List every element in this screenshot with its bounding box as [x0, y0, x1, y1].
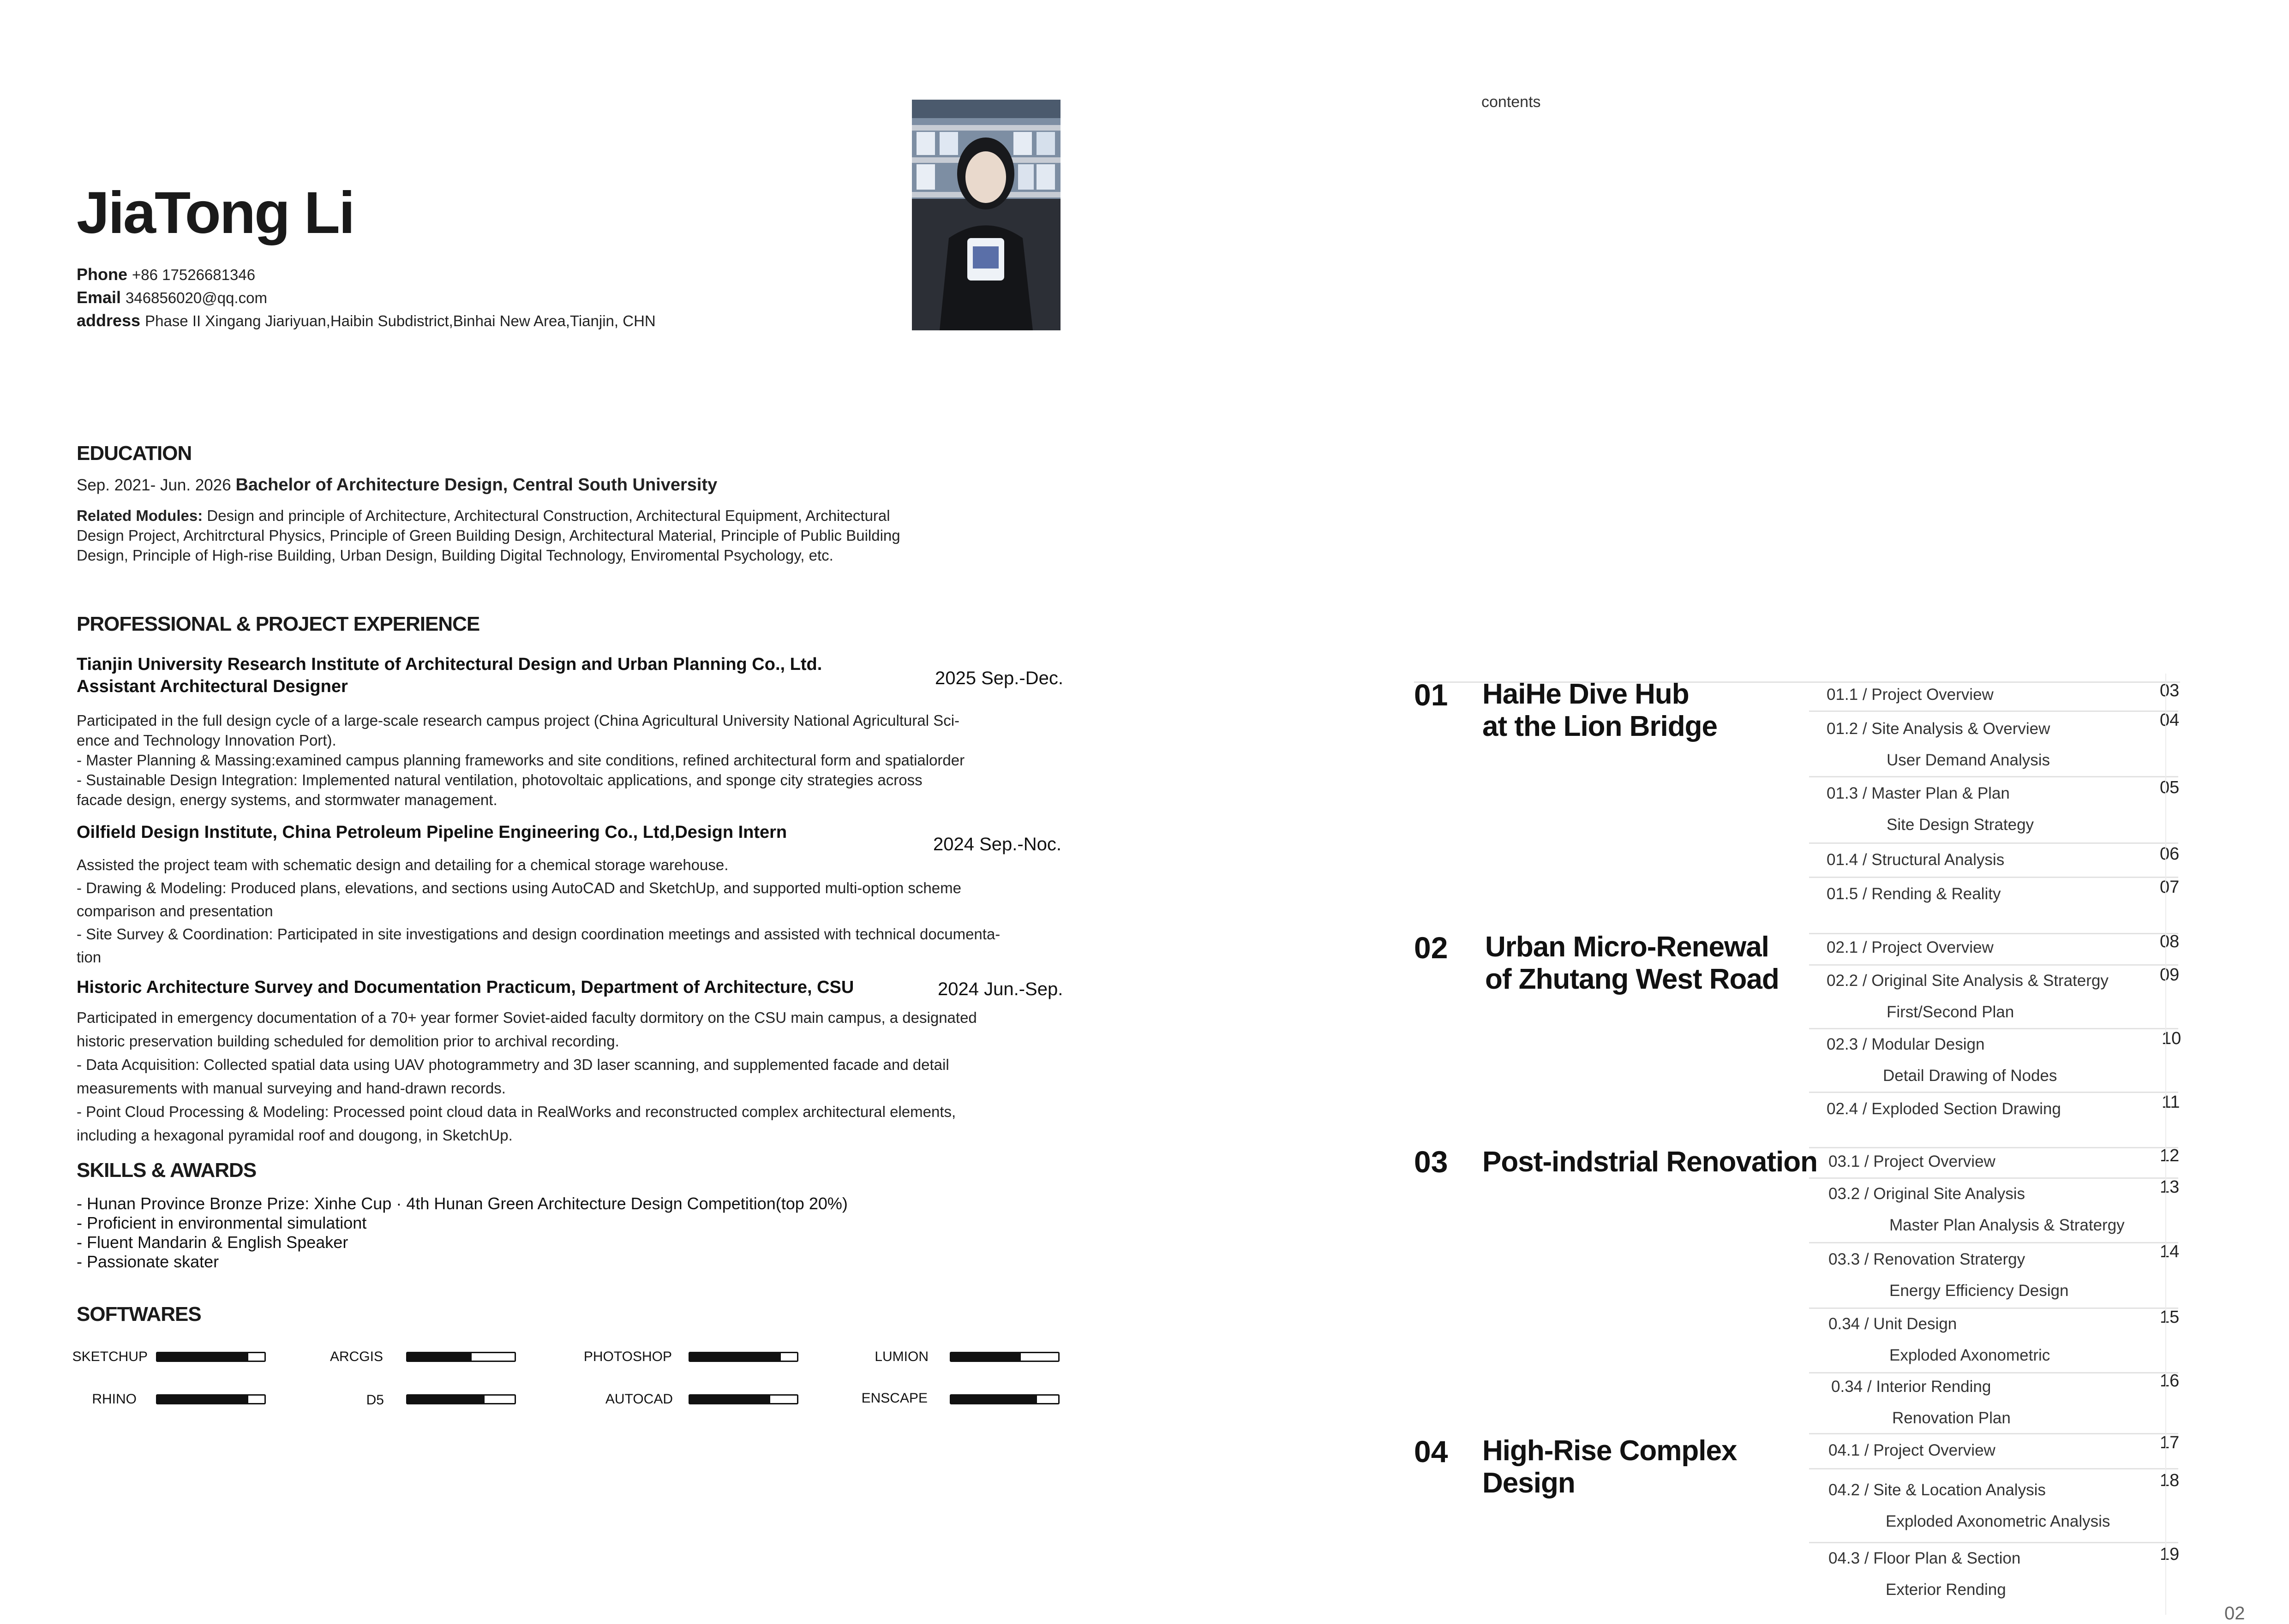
education-degree: Bachelor of Architecture Design, Central South University [235, 475, 718, 495]
software-level-fill [690, 1396, 770, 1403]
toc-entry: 0.34 / Unit Design [1828, 1315, 1957, 1333]
experience-1-line: Participated in the full design cycle of a large-scale research campus project (China Agricultural University National Agricultural Sci- [77, 712, 960, 729]
project-title [1482, 678, 1717, 743]
software-level-fill [951, 1396, 1037, 1403]
toc-page: 04 [2160, 710, 2180, 730]
software-level-fill [157, 1353, 248, 1361]
project-title [1482, 1435, 1737, 1499]
toc-subentry: User Demand Analysis [1887, 751, 2050, 769]
software-level-bar [689, 1352, 798, 1362]
toc-entry: 03.2 / Original Site Analysis [1828, 1185, 2025, 1203]
software-level-bar [950, 1352, 1060, 1362]
toc-subentry: Renovation Plan [1892, 1409, 2011, 1427]
contact-email [77, 288, 267, 307]
contact-phone-label: Phone [77, 265, 128, 284]
toc-page: 15 [2160, 1308, 2180, 1327]
toc-subentry: Exploded Axonometric Analysis [1886, 1512, 2110, 1530]
toc-page: 18 [2160, 1471, 2180, 1490]
experience-3-line: Participated in emergency documentation of a 70+ year former Soviet-aided faculty dormitory on the CSU main campus, a designated [77, 1009, 977, 1026]
education-modules-text-1: Design and principle of Architecture, Architectural Construction, Architectural Equipment, Architectural [207, 507, 890, 524]
software-level-fill [951, 1353, 1021, 1361]
experience-3-line: measurements with manual surveying and hand-drawn records. [77, 1080, 506, 1097]
project-title-line: Design [1482, 1467, 1575, 1499]
experience-3-description [77, 1006, 977, 1147]
software-label: LUMION [875, 1349, 929, 1364]
education-modules-label: Related Modules: [77, 507, 203, 524]
portrait-illustration [912, 100, 1061, 330]
skill-item: - Passionate skater [77, 1252, 219, 1271]
software-level-fill [407, 1396, 485, 1403]
software-level-fill [157, 1396, 248, 1403]
experience-2-line: comparison and presentation [77, 902, 273, 919]
experience-3-title: Historic Architecture Survey and Documentation Practicum, Department of Architecture, CSU [77, 978, 854, 997]
education-modules-line-3: Design, Principle of High-rise Building, Urban Design, Building Digital Technology, Enviromental Psychology, etc. [77, 547, 833, 564]
toc-page: 08 [2160, 932, 2180, 951]
experience-2-line: - Site Survey & Coordination: Participated in site investigations and design coordination meetings and assisted with technical documenta- [77, 925, 1001, 943]
contact-email-value: 346856020@qq.com [126, 289, 267, 306]
experience-2-line: Assisted the project team with schematic design and detailing for a chemical storage warehouse. [77, 856, 729, 873]
toc-page: 11 [2162, 1093, 2180, 1112]
toc-entry: 02.2 / Original Site Analysis & Stratergy [1827, 972, 2109, 990]
project-title-line: HaiHe Dive Hub [1482, 678, 1689, 710]
toc-page: 07 [2160, 878, 2180, 897]
experience-2-date: 2024 Sep.-Noc. [933, 834, 1061, 854]
contact-address-label: address [77, 311, 141, 330]
toc-page: 13 [2160, 1177, 2180, 1197]
toc-subentry: Detail Drawing of Nodes [1883, 1067, 2057, 1085]
divider [1809, 1147, 2178, 1148]
toc-entry: 01.2 / Site Analysis & Overview [1827, 720, 2050, 738]
divider [1809, 933, 2178, 934]
toc-page: 09 [2160, 965, 2180, 985]
divider [1809, 877, 2178, 878]
contact-phone-value: +86 17526681346 [132, 266, 256, 283]
divider [1809, 1092, 2178, 1093]
software-level-bar [689, 1394, 798, 1404]
toc-subentry: Energy Efficiency Design [1889, 1282, 2069, 1300]
project-number: 03 [1414, 1145, 1448, 1179]
experience-3-line: - Data Acquisition: Collected spatial data using UAV photogrammetry and 3D laser scanning, and supplemented facade and detail [77, 1056, 949, 1073]
experience-3-line: historic preservation building scheduled for demolition prior to archival recording. [77, 1033, 619, 1050]
software-label: AUTOCAD [605, 1391, 673, 1407]
toc-page: 17 [2160, 1433, 2180, 1452]
toc-entry: 04.3 / Floor Plan & Section [1828, 1549, 2021, 1567]
experience-2-title: Oilfield Design Institute, China Petroleum Pipeline Engineering Co., Ltd,Design Intern [77, 823, 787, 842]
divider [1809, 964, 2178, 966]
divider [1809, 710, 2178, 712]
divider [1809, 1372, 2178, 1373]
toc-entry: 03.3 / Renovation Stratergy [1828, 1250, 2025, 1268]
contact-address [77, 311, 656, 330]
experience-heading: PROFESSIONAL & PROJECT EXPERIENCE [77, 613, 480, 635]
experience-1-org: Tianjin University Research Institute of Architectural Design and Urban Planning Co., Ltd. [77, 655, 822, 674]
education-dates: Sep. 2021- Jun. 2026 [77, 476, 231, 494]
education-modules [77, 506, 900, 565]
divider [1809, 1177, 2178, 1179]
toc-subentry: Master Plan Analysis & Stratergy [1889, 1216, 2125, 1234]
software-label: RHINO [92, 1391, 137, 1407]
toc-subentry: Exploded Axonometric [1889, 1346, 2050, 1364]
project-number: 02 [1414, 931, 1448, 965]
software-level-bar [406, 1352, 516, 1362]
experience-2-description [77, 854, 1000, 969]
software-label: D5 [366, 1392, 384, 1408]
toc-page: 06 [2160, 844, 2180, 864]
software-label: PHOTOSHOP [583, 1349, 672, 1364]
project-title-line: Urban Micro-Renewal [1485, 931, 1769, 963]
toc-subentry: Exterior Rending [1886, 1581, 2006, 1599]
software-level-fill [690, 1353, 781, 1361]
experience-1-date: 2025 Sep.-Dec. [935, 668, 1063, 688]
divider [1809, 1242, 2178, 1243]
project-title-line: of Zhutang West Road [1485, 963, 1779, 995]
page-number: 02 [2224, 1603, 2245, 1624]
divider [1809, 1468, 2178, 1469]
toc-subentry: Site Design Strategy [1887, 816, 2034, 834]
software-label: ARCGIS [330, 1349, 383, 1364]
software-level-bar [156, 1352, 266, 1362]
divider [1809, 1433, 2178, 1434]
experience-1-description [77, 710, 965, 810]
toc-entry: 04.1 / Project Overview [1828, 1441, 1995, 1459]
experience-1-line: ence and Technology Innovation Port). [77, 732, 336, 749]
divider [1809, 1308, 2178, 1309]
software-label: SKETCHUP [72, 1349, 148, 1364]
experience-2-line: - Drawing & Modeling: Produced plans, elevations, and sections using AutoCAD and SketchUp, and supported multi-option scheme [77, 879, 961, 896]
skills-heading: SKILLS & AWARDS [77, 1159, 257, 1182]
software-level-bar [156, 1394, 266, 1404]
toc-entry: 01.5 / Rending & Reality [1827, 885, 2001, 903]
project-number: 04 [1414, 1434, 1448, 1469]
toc-entry: 0.34 / Interior Rending [1831, 1378, 1991, 1396]
skills-list [77, 1194, 848, 1272]
project-title-line: Post-indstrial Renovation [1482, 1146, 1817, 1178]
project-title-line: High-Rise Complex [1482, 1435, 1737, 1467]
divider [1809, 842, 2178, 844]
contents-label: contents [1481, 93, 1541, 111]
toc-entry: 02.4 / Exploded Section Drawing [1827, 1100, 2061, 1118]
skill-item: - Hunan Province Bronze Prize: Xinhe Cup · 4th Hunan Green Architecture Design Competition(top 20%) [77, 1194, 848, 1213]
toc-entry: 01.3 / Master Plan & Plan [1827, 784, 2010, 802]
skill-item: - Proficient in environmental simulationt [77, 1213, 367, 1232]
toc-subentry: First/Second Plan [1887, 1003, 2014, 1021]
experience-2-line: tion [77, 949, 102, 966]
software-level-bar [406, 1394, 516, 1404]
experience-3-line: including a hexagonal pyramidal roof and dougong, in SketchUp. [77, 1127, 513, 1144]
toc-entry: 02.3 / Modular Design [1827, 1035, 1985, 1053]
software-level-fill [407, 1353, 472, 1361]
experience-1-role: Assistant Architectural Designer [77, 677, 348, 696]
toc-page: 12 [2160, 1146, 2180, 1165]
project-number: 01 [1414, 678, 1448, 712]
toc-page: 03 [2160, 681, 2180, 700]
education-heading: EDUCATION [77, 442, 192, 465]
project-title [1485, 931, 1779, 996]
experience-3-line: - Point Cloud Processing & Modeling: Processed point cloud data in RealWorks and reconstructed complex architectural elements, [77, 1103, 956, 1120]
divider [1809, 1542, 2178, 1543]
education-modules-line-1 [77, 506, 900, 525]
experience-3-date: 2024 Jun.-Sep. [938, 979, 1063, 999]
software-label: ENSCAPE [861, 1391, 928, 1406]
education-modules-line-2: Design Project, Architrctural Physics, Principle of Green Building Design, Architectural Material, Principle of Public Building [77, 527, 900, 544]
resume-name: JiaTong Li [77, 180, 354, 246]
toc-page: 16 [2160, 1371, 2180, 1391]
skill-item: - Fluent Mandarin & English Speaker [77, 1233, 348, 1252]
project-title [1482, 1146, 1817, 1178]
divider [2165, 674, 2166, 1615]
divider [1809, 776, 2178, 777]
toc-page: 10 [2162, 1029, 2181, 1048]
experience-1-line: - Master Planning & Massing:examined campus planning frameworks and site conditions, refined architectural form and spatialorder [77, 752, 965, 769]
project-title-line: at the Lion Bridge [1482, 710, 1717, 742]
toc-entry: 01.4 / Structural Analysis [1827, 851, 2005, 869]
contact-email-label: Email [77, 288, 121, 307]
toc-page: 14 [2160, 1242, 2180, 1261]
contact-phone [77, 265, 255, 284]
toc-entry: 01.1 / Project Overview [1827, 686, 1994, 704]
education-degree-line [77, 475, 717, 495]
toc-entry: 03.1 / Project Overview [1828, 1152, 1995, 1170]
toc-entry: 04.2 / Site & Location Analysis [1828, 1481, 2046, 1499]
softwares-heading: SOFTWARES [77, 1303, 201, 1325]
experience-1-line: facade design, energy systems, and stormwater management. [77, 791, 497, 808]
experience-1-line: - Sustainable Design Integration: Implemented natural ventilation, photovoltaic applications, and sponge city strategies across [77, 771, 923, 788]
toc-page: 19 [2160, 1545, 2180, 1564]
software-level-bar [950, 1394, 1060, 1404]
portrait-photo [912, 100, 1061, 330]
divider [1809, 1028, 2178, 1029]
contact-address-value: Phase II Xingang Jiariyuan,Haibin Subdistrict,Binhai New Area,Tianjin, CHN [145, 312, 656, 329]
toc-entry: 02.1 / Project Overview [1827, 938, 1994, 956]
toc-page: 05 [2160, 778, 2180, 797]
experience-1-title [77, 653, 822, 698]
